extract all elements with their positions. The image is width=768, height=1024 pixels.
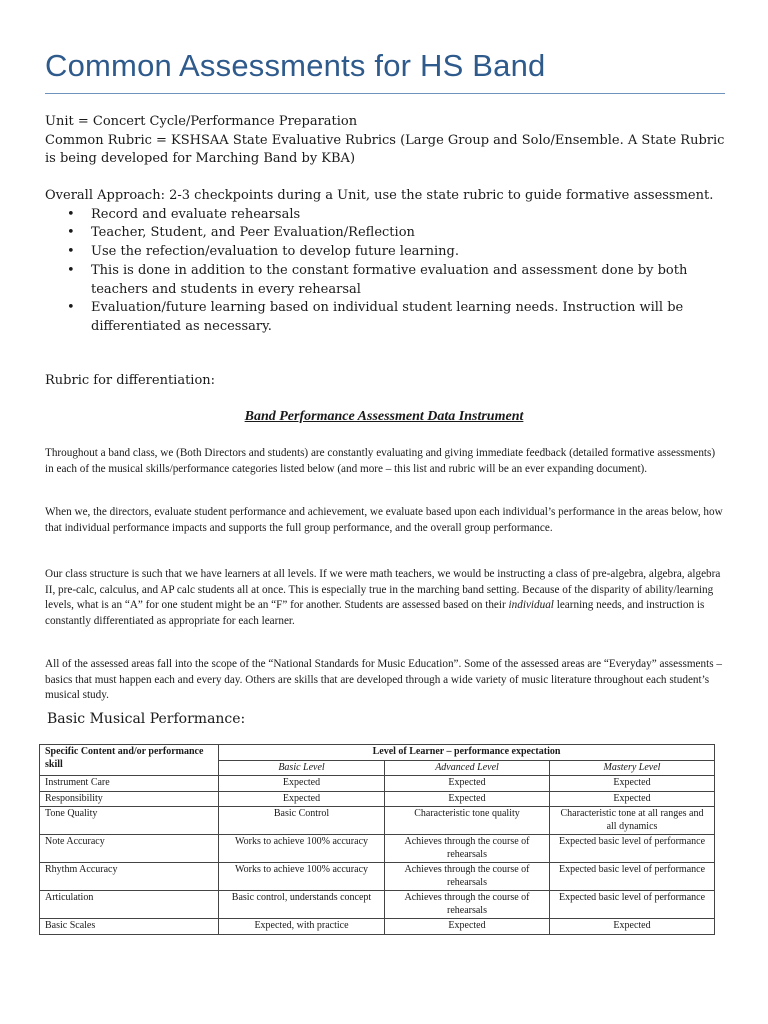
paragraph-emphasis: individual [508, 599, 554, 612]
table-row [40, 807, 715, 835]
mastery-cell: Expected basic level of performance [550, 863, 715, 891]
paragraph-text: When we, the directors, evaluate student performance and achievement, we evaluate based upon each individual’s performance in the areas below, how that individual performance impacts and supports the full group performance, and the overall group performance. [45, 506, 723, 534]
paragraph-text-part: Our class structure is such that we have learners at all levels. If we were math teachers, we would be instructing a class of pre-algebra, algebra, algebra II, pre-calc, calculus, and AP calc students all at once. This is especially true in the marching band setting. Because of the disparity of ability/learning levels, what is an “A” for one student might be an “F” for another. Students are assessed based on their [45, 568, 721, 612]
list-item: • Use the refection/evaluation to develop future learning. [45, 243, 735, 262]
advanced-cell: Achieves through the course of rehearsals [385, 835, 550, 863]
advanced-cell: Expected [385, 791, 550, 807]
skill-cell: Note Accuracy [40, 835, 219, 863]
mastery-cell: Expected basic level of performance [550, 891, 715, 919]
list-item: • Record and evaluate rehearsals [45, 206, 735, 225]
list-item: • This is done in addition to the constant formative evaluation and assessment done by both teachers and students in every rehearsal [45, 262, 735, 299]
table-row [40, 919, 715, 935]
table-row [40, 891, 715, 919]
paragraph-class-structure [45, 567, 725, 629]
intro-block [45, 113, 735, 169]
basic-cell: Works to achieve 100% accuracy [219, 863, 385, 891]
mastery-cell: Characteristic tone at all ranges and all dynamics [550, 807, 715, 835]
basic-cell: Basic Control [219, 807, 385, 835]
skill-cell: Basic Scales [40, 919, 219, 935]
overall-approach-block [45, 187, 735, 337]
advanced-cell: Expected [385, 776, 550, 792]
mastery-cell: Expected [550, 919, 715, 935]
table-row [40, 835, 715, 863]
list-item: • Teacher, Student, and Peer Evaluation/Reflection [45, 224, 735, 243]
basic-cell: Expected [219, 776, 385, 792]
table-group-header: Level of Learner – performance expectation [219, 745, 715, 761]
advanced-cell: Characteristic tone quality [385, 807, 550, 835]
basic-cell: Basic control, understands concept [219, 891, 385, 919]
skill-cell: Articulation [40, 891, 219, 919]
skill-cell: Instrument Care [40, 776, 219, 792]
skill-cell: Rhythm Accuracy [40, 863, 219, 891]
mastery-cell: Expected basic level of performance [550, 835, 715, 863]
paragraph-text: All of the assessed areas fall into the scope of the “National Standards for Music Education”. Some of the assessed areas are “Everyday” assessments – basics that must happen each and every day. Others are skills that are developed through a wide variety of music literature throughout each student’s musical study. [45, 658, 722, 702]
table-row [40, 776, 715, 792]
mastery-cell: Expected [550, 776, 715, 792]
paragraph-national-standards [45, 657, 725, 704]
advanced-cell: Expected [385, 919, 550, 935]
instrument-title: Band Performance Assessment Data Instrument [244, 409, 524, 424]
paragraph-text: Throughout a band class, we (Both Directors and students) are constantly evaluating and giving immediate feedback (detailed formative assessments) in each of the musical skills/performance categories listed below (and more – this list and rubric will be an ever expanding document). [45, 447, 716, 475]
paragraph-evaluation [45, 505, 725, 536]
skill-cell: Responsibility [40, 791, 219, 807]
basic-cell: Expected, with practice [219, 919, 385, 935]
table-row [40, 863, 715, 891]
approach-bullet-list [45, 206, 735, 337]
basic-cell: Expected [219, 791, 385, 807]
performance-rubric-table [39, 744, 715, 935]
rubric-label: Rubric for differentiation: [45, 373, 216, 388]
advanced-cell: Achieves through the course of rehearsals [385, 891, 550, 919]
level-header-basic: Basic Level [219, 760, 385, 776]
common-rubric-line: Common Rubric = KSHSAA State Evaluative Rubrics (Large Group and Solo/Ensemble. A State Rubric is being developed for Marching Band by KBA) [45, 132, 725, 167]
paragraph-feedback [45, 446, 725, 477]
overall-approach-heading: Overall Approach: 2-3 checkpoints during a Unit, use the state rubric to guide formative assessment. [45, 188, 714, 203]
table-corner-header: Specific Content and/or performance skill [40, 745, 219, 776]
mastery-cell: Expected [550, 791, 715, 807]
paragraph-text-part: learning needs, and instruction is constantly differentiated as appropriate for each learner. [45, 599, 705, 627]
page-title: Common Assessments for HS Band [45, 48, 546, 83]
section-heading: Basic Musical Performance: [47, 711, 246, 727]
list-item: • Evaluation/future learning based on individual student learning needs. Instruction will be differentiated as necessary. [45, 299, 735, 336]
table-header-row [40, 745, 715, 761]
paragraph-text [45, 567, 725, 629]
skill-cell: Tone Quality [40, 807, 219, 835]
level-header-mastery: Mastery Level [550, 760, 715, 776]
basic-cell: Works to achieve 100% accuracy [219, 835, 385, 863]
advanced-cell: Achieves through the course of rehearsals [385, 863, 550, 891]
level-header-advanced: Advanced Level [385, 760, 550, 776]
title-underline-divider [45, 93, 725, 94]
table-row [40, 791, 715, 807]
unit-line: Unit = Concert Cycle/Performance Preparation [45, 114, 358, 129]
